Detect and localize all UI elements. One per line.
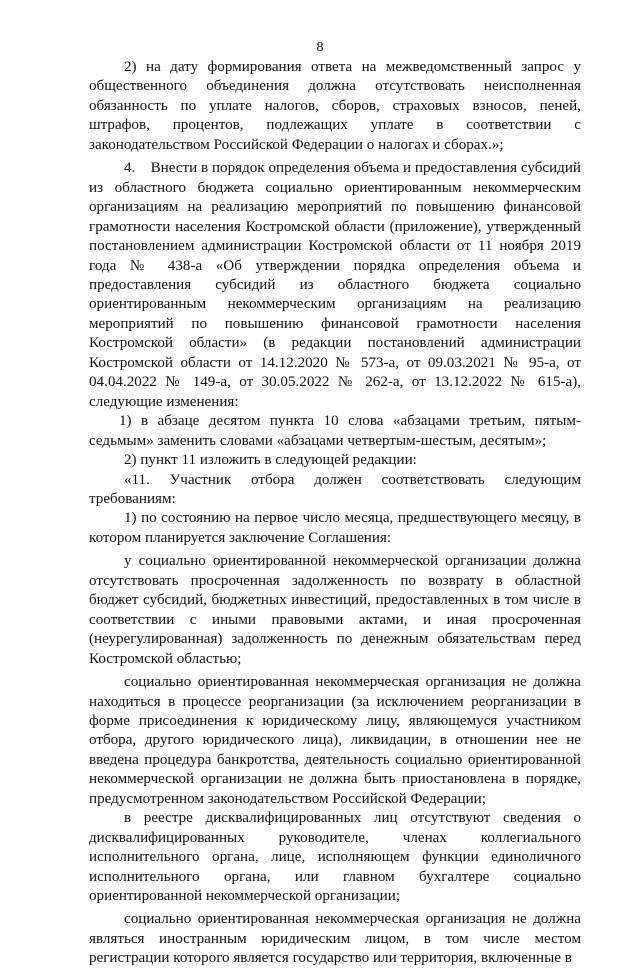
paragraph-amend-point-10: 1) в абзаце десятом пункта 10 слова «абзацами третьим, пятым-седьмым» заменить словами «абзацами четвертым-шестым, десятым»; bbox=[89, 413, 581, 449]
document-body bbox=[89, 58, 581, 969]
paragraph-item-4: 4. Внести в порядок определения объема и предоставления субсидий из областного бюджета социально ориентированным некоммерческим организациям на реализацию мероприятий по повышению финансовой грамотности населения Костромской области (приложение), утвержденный постановлением администрации Костромской области от 11 ноября 2019 года № 438-а «Об утверждении порядка определения объема и предоставления субсидий из областного бюджета социально ориентированным некоммерческим организациям на реализацию мероприятий по повышению финансовой грамотности населения Костромской области» (в редакции постановлений администрации Костромской области от 14.12.2020 № 573-а, от 09.03.2021 № 95-а, от 04.04.2022 № 149-а, от 30.05.2022 № 262-а, от 13.12.2022 № 615-а), следующие изменения: bbox=[89, 160, 581, 410]
paragraph-subitem-1: 1) по состоянию на первое число месяца, предшествующего месяцу, в котором планируется заключение Соглашения: bbox=[89, 510, 581, 546]
paragraph-amend-point-11: 2) пункт 11 изложить в следующей редакции: bbox=[124, 452, 417, 469]
page-number: 8 bbox=[316, 40, 324, 55]
paragraph-no-reorganization: социально ориентированная некоммерческая организация не должна находиться в процессе реорганизации (за исключением реорганизации в форме присоединения к юридическому лицу, являющемуся участником отбора, другого юридического лица), ликвидации, в отношении нее не введена процедура банкротства, деятельность социально ориентированной некоммерческой организации не должна быть приостановлена в порядке, предусмотренном законодательством Российской Федерации; bbox=[89, 674, 581, 807]
paragraph-disqualified-registry: в реестре дисквалифицированных лиц отсутствуют сведения о дисквалифицированных руководителе, членах коллегиального исполнительного органа, лице, исполняющем функции единоличного исполнительного органа, или главном бухгалтере социально ориентированной некоммерческой организации; bbox=[89, 810, 581, 905]
paragraph-foreign-entity: социально ориентированная некоммерческая организация не должна являться иностранным юридическим лицом, в том числе местом регистрации которого является государство или территория, включенные в bbox=[89, 911, 581, 967]
paragraph-no-debt: у социально ориентированной некоммерческой организации должна отсутствовать просроченная задолженность по возврату в областной бюджет субсидий, бюджетных инвестиций, предоставленных в том числе в соответствии с иными правовыми актами, и иная просроченная (неурегулированная) задолженность по денежным обязательствам перед Костромской областью; bbox=[89, 553, 581, 667]
paragraph-point-11-intro: «11. Участник отбора должен соответствовать следующим требованиям: bbox=[89, 471, 581, 507]
paragraph-tax-obligation: 2) на дату формирования ответа на межведомственный запрос у общественного объединения должна отсутствовать неисполненная обязанность по уплате налогов, сборов, страховых взносов, пеней, штрафов, процентов, подлежащих уплате в соответствии с законодательством Российской Федерации о налогах и сборах.»; bbox=[89, 59, 581, 153]
